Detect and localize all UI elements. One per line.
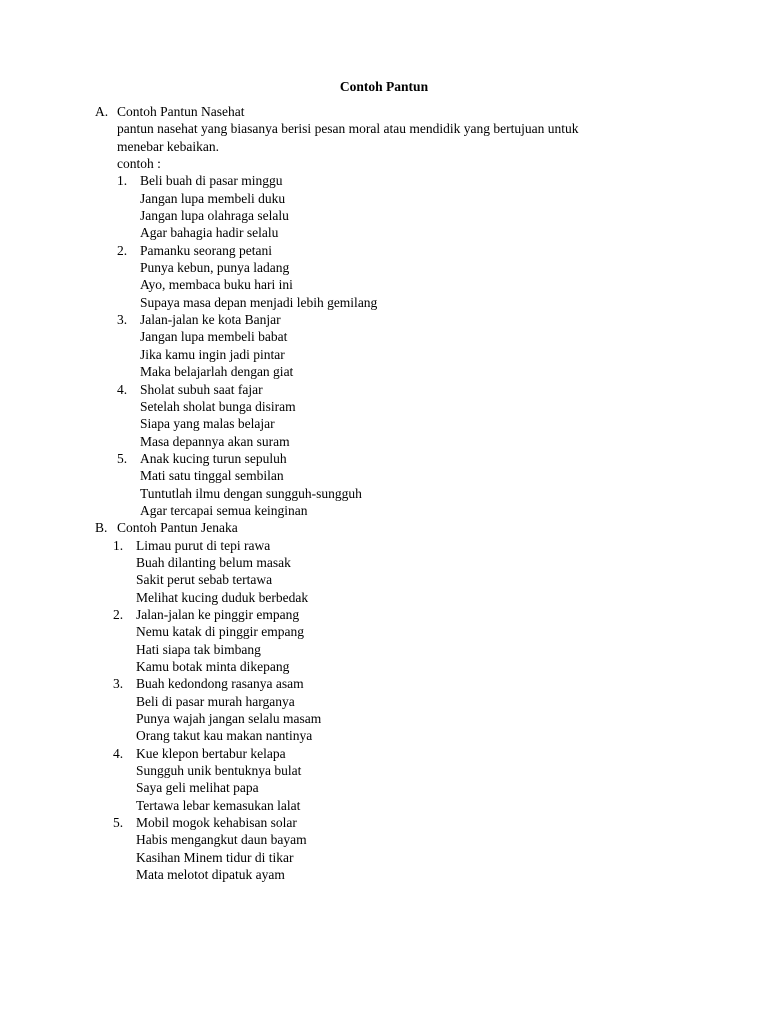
pantun-line-text: Sakit perut sebab tertawa [136, 572, 273, 588]
pantun-number: 4. [113, 745, 124, 761]
pantun-line-text: Beli di pasar murah harganya [136, 693, 295, 709]
section-marker: A. [95, 104, 109, 119]
pantun-line-text: Setelah sholat bunga disiram [140, 398, 296, 414]
pantun-line-text: Jangan lupa olahraga selalu [140, 208, 289, 224]
pantun-line [0, 224, 768, 241]
page-title: Contoh Pantun [339, 79, 429, 94]
pantun-line [0, 346, 768, 363]
pantun-line [0, 797, 768, 814]
pantun-line-text: Tuntutlah ilmu dengan sungguh-sungguh [140, 485, 362, 501]
pantun-line [0, 190, 768, 207]
pantun-line-text: Sungguh unik bentuknya bulat [136, 763, 302, 779]
pantun-line [0, 589, 768, 606]
section-heading [0, 519, 768, 536]
pantun-line-text: Mobil mogok kehabisan solar [136, 815, 297, 831]
pantun-line-text: Habis mengangkut daun bayam [136, 832, 307, 848]
pantun-item-first-line [0, 745, 768, 762]
pantun-number: 5. [117, 450, 128, 466]
pantun-item-first-line [0, 450, 768, 467]
pantun-line-text: Buah kedondong rasanya asam [136, 676, 304, 692]
pantun-line [0, 693, 768, 710]
pantun-line-text: Agar bahagia hadir selalu [140, 225, 279, 241]
pantun-number: 2. [117, 242, 128, 258]
pantun-line-text: Beli buah di pasar minggu [140, 173, 283, 189]
pantun-line [0, 623, 768, 640]
pantun-line [0, 727, 768, 744]
pantun-line [0, 641, 768, 658]
intro-text: menebar kebaikan. [117, 138, 219, 154]
pantun-line [0, 294, 768, 311]
pantun-line-text: Saya geli melihat papa [136, 780, 259, 796]
pantun-item-first-line [0, 311, 768, 328]
pantun-line [0, 779, 768, 796]
pantun-number: 1. [113, 537, 124, 553]
pantun-line [0, 485, 768, 502]
pantun-line [0, 831, 768, 848]
section-intro-line [0, 138, 768, 155]
pantun-line [0, 363, 768, 380]
pantun-number: 2. [113, 606, 124, 622]
pantun-line-text: Jika kamu ingin jadi pintar [140, 346, 285, 362]
pantun-line-text: Orang takut kau makan nantinya [136, 728, 313, 744]
pantun-line [0, 207, 768, 224]
pantun-line [0, 554, 768, 571]
pantun-line [0, 398, 768, 415]
section-heading-text: Contoh Pantun Jenaka [117, 520, 238, 536]
pantun-item-first-line [0, 172, 768, 189]
pantun-item-first-line [0, 606, 768, 623]
pantun-line-text: Ayo, membaca buku hari ini [140, 277, 293, 293]
pantun-line-text: Jalan-jalan ke pinggir empang [136, 606, 300, 622]
pantun-line-text: Agar tercapai semua keinginan [140, 502, 308, 518]
pantun-item-first-line [0, 675, 768, 692]
pantun-line [0, 502, 768, 519]
intro-text: contoh : [117, 156, 161, 172]
pantun-line-text: Tertawa lebar kemasukan lalat [136, 797, 301, 813]
pantun-line-text: Limau purut di tepi rawa [136, 537, 271, 553]
pantun-line [0, 849, 768, 866]
pantun-line-text: Jangan lupa membeli babat [140, 329, 288, 345]
pantun-number: 5. [113, 815, 124, 831]
pantun-line-text: Punya wajah jangan selalu masam [136, 711, 322, 727]
pantun-line-text: Maka belajarlah dengan giat [140, 364, 294, 380]
pantun-item-first-line [0, 242, 768, 259]
section-heading-text: Contoh Pantun Nasehat [117, 104, 245, 119]
pantun-line-text: Sholat subuh saat fajar [140, 381, 263, 397]
pantun-line [0, 710, 768, 727]
pantun-number: 4. [117, 381, 128, 397]
pantun-line [0, 467, 768, 484]
pantun-line [0, 328, 768, 345]
pantun-line-text: Supaya masa depan menjadi lebih gemilang [140, 294, 378, 310]
pantun-line [0, 762, 768, 779]
pantun-line [0, 658, 768, 675]
pantun-item-first-line [0, 814, 768, 831]
pantun-item-first-line [0, 381, 768, 398]
pantun-number: 3. [113, 676, 124, 692]
pantun-line [0, 433, 768, 450]
pantun-line-text: Mata melotot dipatuk ayam [136, 867, 285, 883]
pantun-number: 1. [117, 173, 128, 189]
pantun-line [0, 415, 768, 432]
pantun-line [0, 571, 768, 588]
pantun-line-text: Kamu botak minta dikepang [136, 659, 290, 674]
pantun-line-text: Kasihan Minem tidur di tikar [136, 849, 294, 865]
pantun-line [0, 276, 768, 293]
pantun-line-text: Melihat kucing duduk berbedak [136, 589, 309, 605]
pantun-line-text: Pamanku seorang petani [140, 242, 272, 258]
pantun-line [0, 259, 768, 276]
pantun-number: 3. [117, 312, 128, 328]
pantun-line-text: Mati satu tinggal sembilan [140, 468, 284, 484]
pantun-line-text: Jangan lupa membeli duku [140, 190, 286, 206]
pantun-line-text: Nemu katak di pinggir empang [136, 624, 304, 640]
pantun-line [0, 866, 768, 883]
section-marker: B. [95, 520, 108, 536]
section-heading [0, 103, 768, 120]
pantun-line-text: Punya kebun, punya ladang [140, 260, 290, 276]
pantun-line-text: Jalan-jalan ke kota Banjar [140, 312, 281, 328]
document-body [0, 103, 768, 883]
pantun-line-text: Anak kucing turun sepuluh [140, 450, 287, 466]
pantun-line-text: Kue klepon bertabur kelapa [136, 745, 286, 761]
pantun-line-text: Hati siapa tak bimbang [136, 641, 261, 657]
pantun-line-text: Masa depannya akan suram [140, 433, 290, 449]
intro-text: pantun nasehat yang biasanya berisi pesan moral atau mendidik yang bertujuan untuk [117, 121, 579, 137]
section-intro-line [0, 155, 768, 172]
section-intro-line [0, 120, 768, 137]
pantun-line-text: Siapa yang malas belajar [140, 416, 275, 432]
pantun-item-first-line [0, 537, 768, 554]
pantun-line-text: Buah dilanting belum masak [136, 554, 291, 570]
